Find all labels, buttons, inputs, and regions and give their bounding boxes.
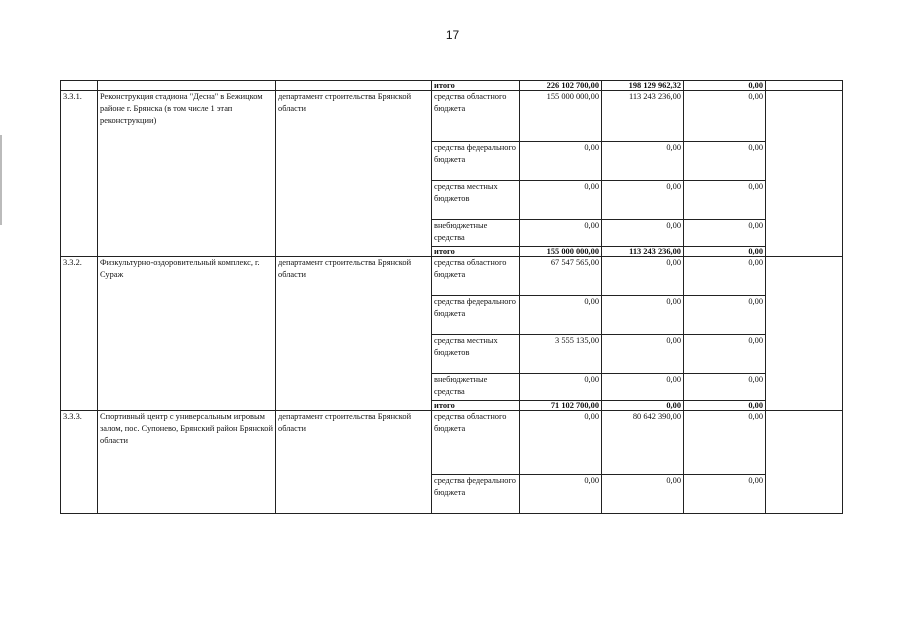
amount-cell: 0,00	[602, 296, 684, 335]
item-name: Физкультурно-оздоровительный комплекс, г. Сураж	[98, 257, 276, 411]
amount-cell: 113 243 236,00	[602, 247, 684, 257]
total-label: итого	[432, 247, 520, 257]
item-name: Спортивный центр с универсальным игровым залом, пос. Супонево, Брянский район Брянской области	[98, 411, 276, 514]
page-number: 17	[445, 28, 460, 42]
amount-cell: 0,00	[520, 411, 602, 475]
amount-cell: 0,00	[684, 257, 766, 296]
amount-cell: 3 555 135,00	[520, 335, 602, 374]
amount-cell: 0,00	[520, 374, 602, 401]
amount-cell: 0,00	[520, 296, 602, 335]
funding-source: средства федерального бюджета	[432, 296, 520, 335]
amount-cell: 0,00	[684, 475, 766, 514]
funding-source: средства федерального бюджета	[432, 475, 520, 514]
amount-cell: 0,00	[602, 401, 684, 411]
amount-cell: 0,00	[602, 220, 684, 247]
amount-cell: 0,00	[602, 257, 684, 296]
total-label: итого	[432, 81, 520, 91]
amount-cell: 0,00	[684, 374, 766, 401]
amount-cell: 0,00	[520, 181, 602, 220]
amount-cell: 0,00	[684, 81, 766, 91]
total-label: итого	[432, 401, 520, 411]
funding-source: средства областного бюджета	[432, 411, 520, 475]
amount-cell: 0,00	[684, 411, 766, 475]
amount-cell: 0,00	[684, 220, 766, 247]
table-row-top-total	[61, 81, 843, 91]
funding-source: средства федерального бюджета	[432, 142, 520, 181]
item-executor: департамент строительства Брянской области	[276, 257, 432, 411]
amount-cell: 0,00	[520, 220, 602, 247]
amount-cell: 0,00	[602, 335, 684, 374]
item-name: Реконструкция стадиона "Десна" в Бежицком районе г. Брянска (в том числе 1 этап реконструкции)	[98, 91, 276, 257]
item-number: 3.3.3.	[61, 411, 98, 514]
table-row	[61, 257, 843, 296]
amount-cell: 0,00	[684, 181, 766, 220]
funding-source: средства местных бюджетов	[432, 181, 520, 220]
amount-cell: 0,00	[684, 296, 766, 335]
amount-cell: 0,00	[602, 475, 684, 514]
scan-edge-mark	[0, 135, 2, 225]
amount-cell: 80 642 390,00	[602, 411, 684, 475]
amount-cell: 0,00	[520, 142, 602, 181]
funding-source: средства областного бюджета	[432, 257, 520, 296]
amount-cell: 198 129 962,32	[602, 81, 684, 91]
amount-cell: 226 102 700,00	[520, 81, 602, 91]
amount-cell: 0,00	[684, 247, 766, 257]
funding-source: внебюджетные средства	[432, 374, 520, 401]
amount-cell: 71 102 700,00	[520, 401, 602, 411]
budget-table	[60, 80, 843, 514]
amount-cell: 67 547 565,00	[520, 257, 602, 296]
funding-source: средства областного бюджета	[432, 91, 520, 142]
item-executor: департамент строительства Брянской области	[276, 411, 432, 514]
amount-cell: 113 243 236,00	[602, 91, 684, 142]
item-number: 3.3.1.	[61, 91, 98, 257]
item-executor: департамент строительства Брянской области	[276, 91, 432, 257]
amount-cell: 0,00	[684, 142, 766, 181]
table-row	[61, 411, 843, 475]
amount-cell: 0,00	[684, 401, 766, 411]
table-row	[61, 91, 843, 142]
item-number: 3.3.2.	[61, 257, 98, 411]
amount-cell: 155 000 000,00	[520, 247, 602, 257]
amount-cell: 0,00	[684, 335, 766, 374]
amount-cell: 0,00	[602, 374, 684, 401]
amount-cell: 155 000 000,00	[520, 91, 602, 142]
amount-cell: 0,00	[602, 142, 684, 181]
funding-source: внебюджетные средства	[432, 220, 520, 247]
funding-source: средства местных бюджетов	[432, 335, 520, 374]
amount-cell: 0,00	[520, 475, 602, 514]
amount-cell: 0,00	[684, 91, 766, 142]
amount-cell: 0,00	[602, 181, 684, 220]
